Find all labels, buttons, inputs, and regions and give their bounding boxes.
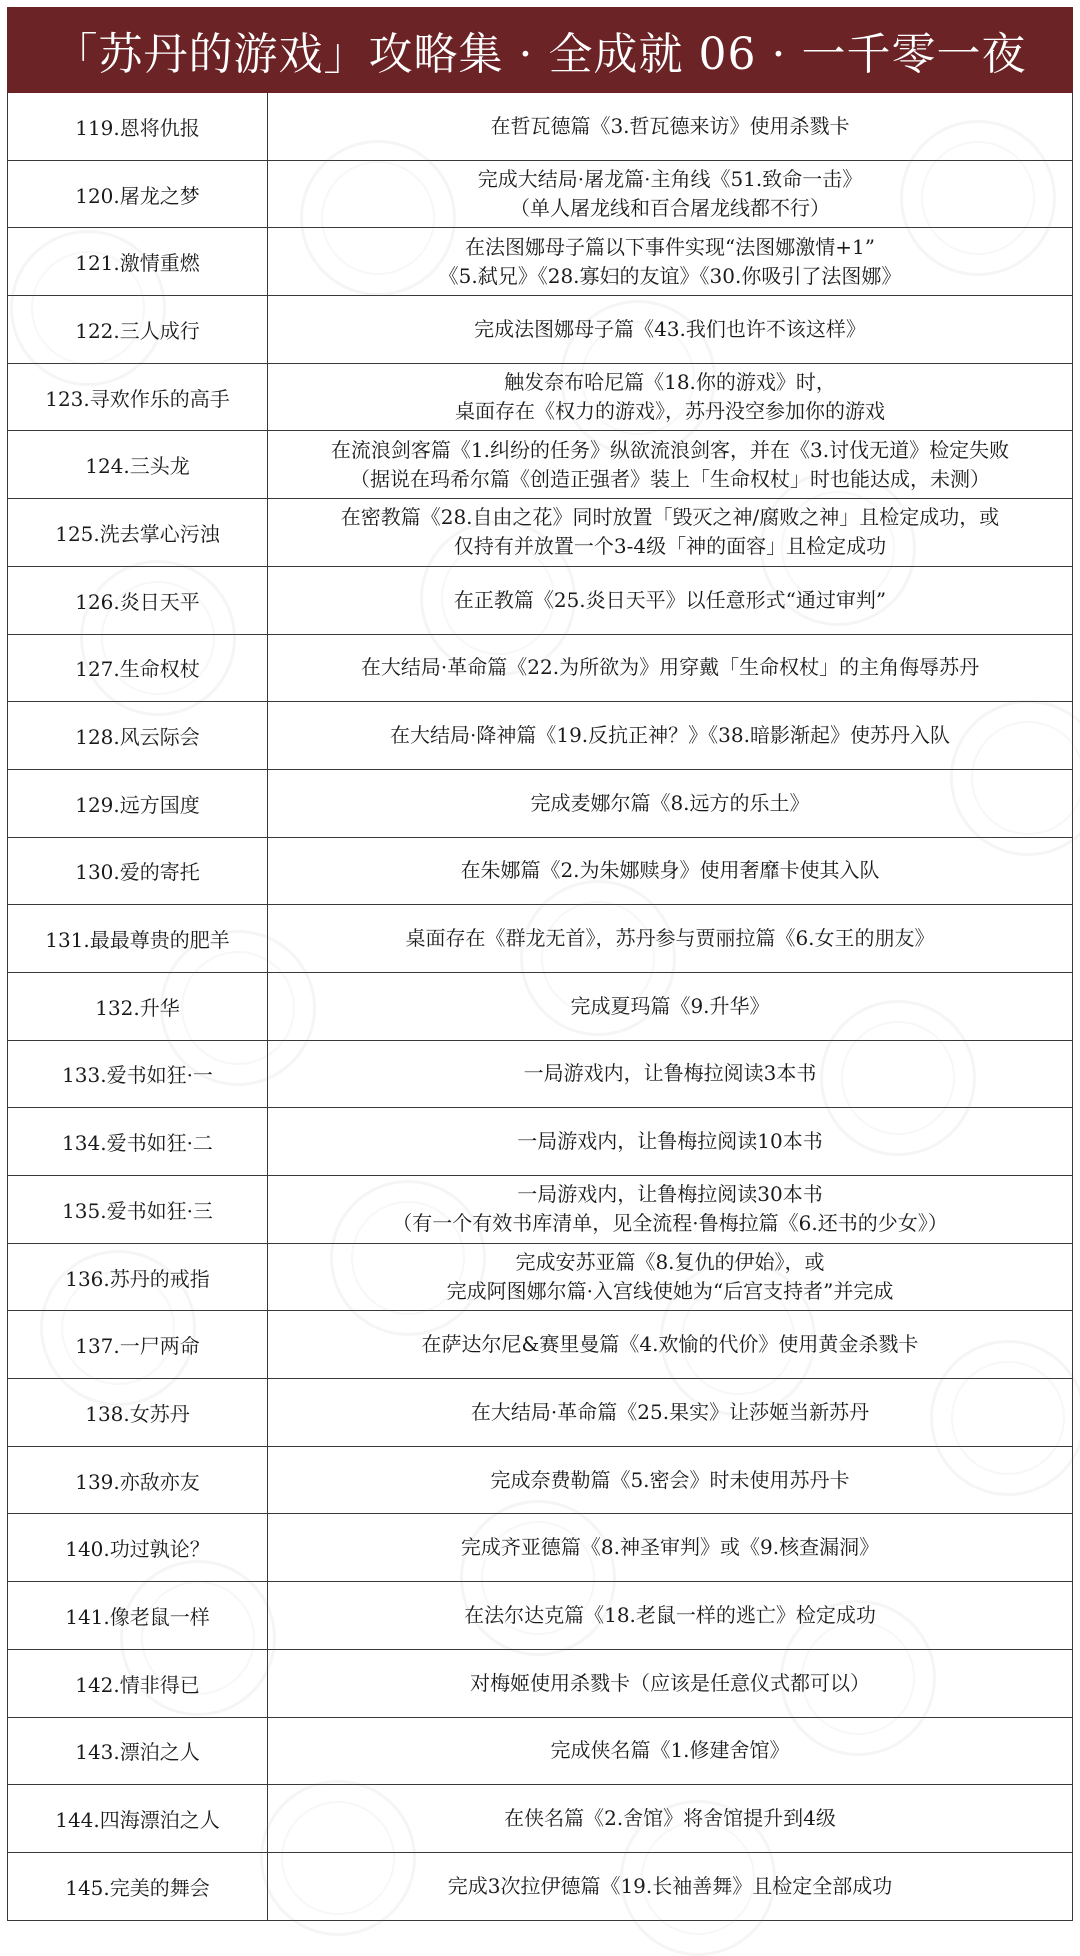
achievement-condition — [268, 1582, 1072, 1649]
achievement-name: 123.寻欢作乐的高手 — [8, 364, 268, 431]
table-row — [8, 1108, 1072, 1176]
achievement-condition — [268, 431, 1072, 498]
table-row — [8, 1244, 1072, 1312]
condition-line: 一局游戏内，让鲁梅拉阅读3本书 — [523, 1061, 817, 1086]
condition-line: （据说在玛希尔篇《创造正强者》装上「生命权杖」时也能达成，未测） — [350, 466, 990, 491]
achievement-condition — [268, 1514, 1072, 1581]
achievement-condition — [268, 296, 1072, 363]
achievement-condition — [268, 364, 1072, 431]
condition-line: 完成夏玛篇《9.升华》 — [570, 993, 770, 1018]
title-banner — [7, 7, 1073, 93]
table-row — [8, 1514, 1072, 1582]
table-row — [8, 1853, 1072, 1921]
table-row — [8, 973, 1072, 1041]
achievement-condition — [268, 1244, 1072, 1311]
table-row — [8, 1718, 1072, 1786]
achievement-name: 129.远方国度 — [8, 770, 268, 837]
condition-line: 触发奈布哈尼篇《18.你的游戏》时， — [504, 370, 836, 395]
achievement-table — [7, 93, 1073, 1921]
achievement-condition — [268, 1379, 1072, 1446]
achievement-condition — [268, 905, 1072, 972]
achievement-condition — [268, 1108, 1072, 1175]
achievement-name: 119.恩将仇报 — [8, 93, 268, 160]
table-row — [8, 364, 1072, 432]
condition-line: 一局游戏内，让鲁梅拉阅读10本书 — [517, 1129, 823, 1154]
condition-line: 完成3次拉伊德篇《19.长袖善舞》且检定全部成功 — [447, 1873, 893, 1898]
achievement-condition — [268, 228, 1072, 295]
condition-line: 《5.弑兄》《28.寡妇的友谊》《30.你吸引了法图娜》 — [438, 263, 902, 288]
achievement-name: 125.洗去掌心污浊 — [8, 499, 268, 566]
achievement-name: 135.爱书如狂·三 — [8, 1176, 268, 1243]
condition-line: 在大结局·革命篇《22.为所欲为》用穿戴「生命权杖」的主角侮辱苏丹 — [360, 655, 980, 680]
condition-line: 在正教篇《25.炎日天平》以任意形式“通过审判” — [453, 587, 887, 612]
achievement-name: 142.情非得已 — [8, 1650, 268, 1717]
condition-line: 桌面存在《权力的游戏》，苏丹没空参加你的游戏 — [455, 399, 885, 424]
achievement-name: 145.完美的舞会 — [8, 1853, 268, 1920]
condition-line: 在法尔达克篇《18.老鼠一样的逃亡》检定成功 — [464, 1602, 876, 1627]
condition-line: 仅持有并放置一个3-4级「神的面容」且检定成功 — [453, 534, 887, 559]
condition-line: 对梅姬使用杀戮卡（应该是任意仪式都可以） — [470, 1670, 870, 1695]
condition-line: 在法图娜母子篇以下事件实现“法图娜激情+1” — [465, 234, 875, 259]
achievement-condition — [268, 93, 1072, 160]
achievement-name: 128.风云际会 — [8, 702, 268, 769]
achievement-condition — [268, 973, 1072, 1040]
achievement-condition — [268, 161, 1072, 228]
condition-line: 在朱娜篇《2.为朱娜赎身》使用奢靡卡使其入队 — [460, 858, 880, 883]
achievement-name: 130.爱的寄托 — [8, 838, 268, 905]
condition-line: 在萨达尔尼&赛里曼篇《4.欢愉的代价》使用黄金杀戮卡 — [421, 1332, 919, 1357]
condition-line: 在密教篇《28.自由之花》同时放置「毁灭之神/腐败之神」且检定成功，或 — [340, 505, 1000, 530]
condition-line: 完成法图娜母子篇《43.我们也许不该这样》 — [474, 316, 866, 341]
achievement-condition — [268, 635, 1072, 702]
condition-line: 完成大结局·屠龙篇·主角线《51.致命一击》 — [477, 167, 863, 192]
achievement-name: 141.像老鼠一样 — [8, 1582, 268, 1649]
achievement-name: 144.四海漂泊之人 — [8, 1785, 268, 1852]
achievement-condition — [268, 702, 1072, 769]
achievement-name: 126.炎日天平 — [8, 567, 268, 634]
achievement-condition — [268, 499, 1072, 566]
table-row — [8, 1447, 1072, 1515]
table-row — [8, 93, 1072, 161]
achievement-name: 120.屠龙之梦 — [8, 161, 268, 228]
table-row — [8, 431, 1072, 499]
condition-line: 一局游戏内，让鲁梅拉阅读30本书 — [517, 1182, 823, 1207]
condition-line: 在哲瓦德篇《3.哲瓦德来访》使用杀戮卡 — [490, 113, 850, 138]
achievement-condition — [268, 1785, 1072, 1852]
achievement-condition — [268, 1650, 1072, 1717]
table-row — [8, 161, 1072, 229]
condition-line: 完成安苏亚篇《8.复仇的伊始》，或 — [515, 1250, 825, 1275]
achievement-condition — [268, 1447, 1072, 1514]
table-row — [8, 1379, 1072, 1447]
achievement-name: 139.亦敌亦友 — [8, 1447, 268, 1514]
condition-line: 完成阿图娜尔篇·入宫线使她为“后宫支持者”并完成 — [446, 1279, 894, 1304]
table-row — [8, 296, 1072, 364]
condition-line: 完成侠名篇《1.修建舍馆》 — [550, 1738, 790, 1763]
achievement-name: 143.漂泊之人 — [8, 1718, 268, 1785]
condition-line: 在侠名篇《2.舍馆》将舍馆提升到4级 — [504, 1806, 836, 1831]
achievement-condition — [268, 1311, 1072, 1378]
achievement-name: 127.生命权杖 — [8, 635, 268, 702]
achievement-condition — [268, 567, 1072, 634]
condition-line: 在大结局·革命篇《25.果实》让莎姬当新苏丹 — [470, 1399, 870, 1424]
table-row — [8, 1785, 1072, 1853]
achievement-condition — [268, 1176, 1072, 1243]
condition-line: （单人屠龙线和百合屠龙线都不行） — [510, 196, 830, 221]
page-title: 「苏丹的游戏」攻略集 · 全成就 06 · 一千零一夜 — [53, 29, 1027, 80]
achievement-name: 137.一尸两命 — [8, 1311, 268, 1378]
table-row — [8, 635, 1072, 703]
achievement-name: 136.苏丹的戒指 — [8, 1244, 268, 1311]
table-row — [8, 1041, 1072, 1109]
table-row — [8, 905, 1072, 973]
achievement-condition — [268, 838, 1072, 905]
achievement-name: 138.女苏丹 — [8, 1379, 268, 1446]
achievement-name: 124.三头龙 — [8, 431, 268, 498]
table-row — [8, 702, 1072, 770]
table-row — [8, 228, 1072, 296]
achievement-condition — [268, 1853, 1072, 1920]
table-row — [8, 1650, 1072, 1718]
table-row — [8, 770, 1072, 838]
condition-line: （有一个有效书库清单，见全流程·鲁梅拉篇《6.还书的少女》） — [392, 1211, 948, 1236]
table-row — [8, 567, 1072, 635]
achievement-name: 131.最最尊贵的肥羊 — [8, 905, 268, 972]
achievement-name: 134.爱书如狂·二 — [8, 1108, 268, 1175]
achievement-condition — [268, 1718, 1072, 1785]
table-row — [8, 1176, 1072, 1244]
condition-line: 完成麦娜尔篇《8.远方的乐土》 — [530, 790, 810, 815]
achievement-condition — [268, 1041, 1072, 1108]
table-row — [8, 1582, 1072, 1650]
achievement-name: 133.爱书如狂·一 — [8, 1041, 268, 1108]
achievement-name: 121.激情重燃 — [8, 228, 268, 295]
table-row — [8, 1311, 1072, 1379]
condition-line: 完成奈费勒篇《5.密会》时未使用苏丹卡 — [490, 1467, 850, 1492]
table-row — [8, 499, 1072, 567]
condition-line: 在大结局·降神篇《19.反抗正神？》《38.暗影渐起》使苏丹入队 — [390, 723, 950, 748]
condition-line: 桌面存在《群龙无首》，苏丹参与贾丽拉篇《6.女王的朋友》 — [405, 926, 935, 951]
table-row — [8, 838, 1072, 906]
achievement-name: 140.功过孰论？ — [8, 1514, 268, 1581]
achievement-condition — [268, 770, 1072, 837]
condition-line: 完成齐亚德篇《8.神圣审判》或《9.核查漏洞》 — [460, 1535, 880, 1560]
condition-line: 在流浪剑客篇《1.纠纷的任务》纵欲流浪剑客，并在《3.讨伐无道》检定失败 — [330, 437, 1010, 462]
achievement-name: 132.升华 — [8, 973, 268, 1040]
achievement-name: 122.三人成行 — [8, 296, 268, 363]
